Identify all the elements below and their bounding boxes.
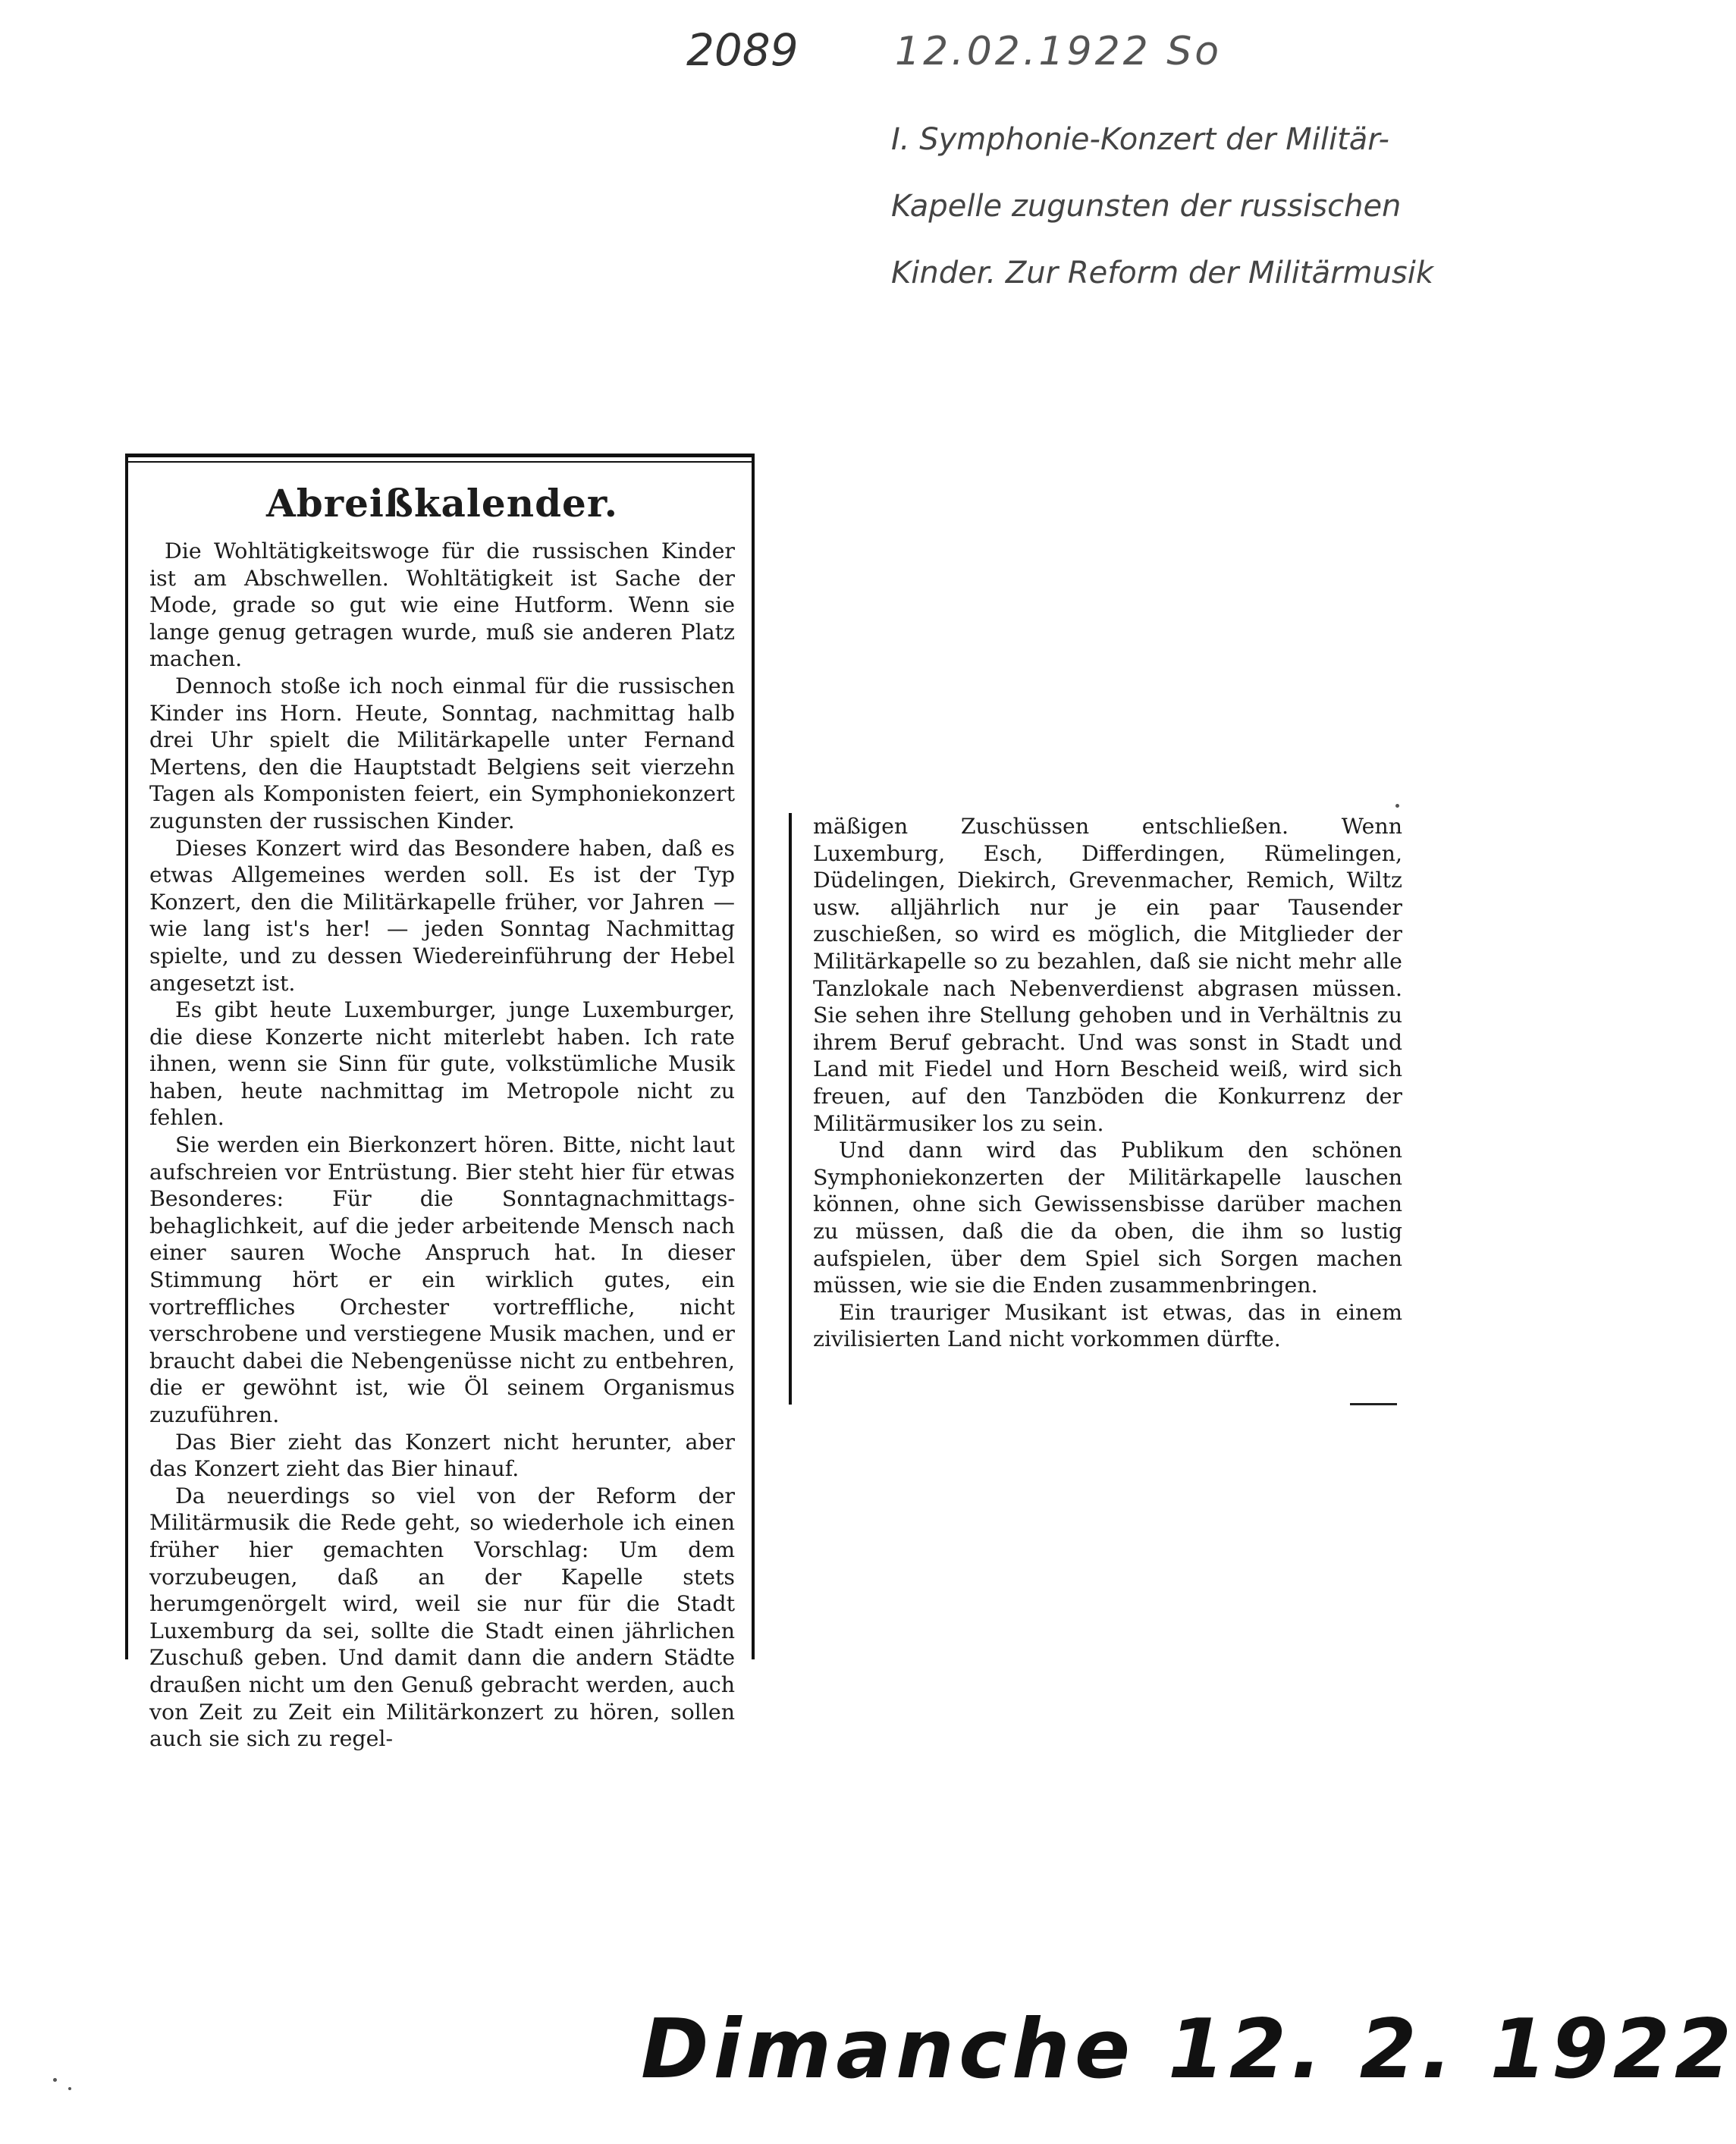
article-paragraph: Sie werden ein Bierkonzert hören. Bitte, nicht laut aufschreien vor Entrüstung. Bier steht hier für etwas Besonderes: Für die Sonntagnachmittags-behaglichkeit, auf die jeder arbeitende Mensch nach einer sauren Woche Anspruch hat. In dieser Stimmung hört er ein wirklich gutes, ein vortreffliches Orchester vortreffliche, nicht verschrobene und verstiegene Musik machen, und er braucht dabei die Nebengenüsse nicht zu entbehren, die er gewöhnt ist, wie Öl seinem Organismus zuzuführen. [149,1132,735,1427]
archive-number-handwritten: 2089 [686,24,799,76]
article-paragraph: Es gibt heute Luxemburger, junge Luxemburger, die diese Konzerte nicht miterlebt haben. Ich rate ihnen, wenn sie Sinn für gute, volkstümliche Musik haben, heute nachmittag im Metropole nicht zu fehlen. [149,997,735,1131]
column-top-rule-thin [125,461,755,463]
article-end-rule [1350,1403,1397,1405]
bottom-date-handwritten: Dimanche 12. 2. 1922 [641,2002,1736,2097]
article-paragraph: Die Wohltätigkeitswoge für die russischen Kinder ist am Abschwellen. Wohltätigkeit ist Sache der Mode, grade so gut wie eine Hutform. Wenn sie lange genug getragen wurde, muß sie anderen Platz machen. [149,538,735,672]
column-top-rule [125,454,755,457]
scan-speck [1395,804,1399,808]
article-paragraph: Ein trauriger Musikant ist etwas, das in einem zivilisierten Land nicht vorkommen dürfte. [813,1299,1402,1352]
article-paragraph: mäßigen Zuschüssen entschließen. Wenn Luxemburg, Esch, Differdingen, Rümelingen, Düdelingen, Diekirch, Grevenmacher, Remich, Wiltz usw. alljährlich nur je ein paar Tausender zuschießen, so wird es möglich, die Mitglieder der Militärkapelle so zu bezahlen, daß sie nicht mehr alle Tanzlokale nach Nebenverdienst abgrasen müssen. Sie sehen ihre Stellung gehoben und in Verhältnis zu ihrem Beruf gebracht. Und was sonst in Stadt und Land mit Fiedel und Horn Bescheid weiß, wird sich freuen, auf den Tanzböden die Konkurrenz der Militärmusiker los zu sein. [813,814,1402,1136]
subject-note-handwritten: I. Symphonie-Konzert der Militär-Kapelle zugunsten der russischen Kinder. Zur Reform der Militärmusik [891,122,1433,290]
article-paragraph: Und dann wird das Publikum den schönen Symphoniekonzerten der Militärkapelle lauschen können, ohne sich Gewissensbisse darüber machen zu müssen, daß die da oben, die ihm so lustig aufspielen, über dem Spiel sich Sorgen machen müssen, wie sie die Enden zusammenbringen. [813,1138,1402,1298]
article-paragraph: Da neuerdings so viel von der Reform der Militärmusik die Rede geht, so wiederhole ich einen früher hier gemachten Vorschlag: Um dem vorzubeugen, daß an der Kapelle stets herumgenörgelt wird, weil sie nur für die Stadt Luxemburg da sei, sollte die Stadt einen jährlichen Zuschuß geben. Und damit dann die andern Städte draußen nicht um den Genuß gebracht werden, auch von Zeit zu Zeit ein Militärkonzert zu hören, sollen auch sie sich zu regel- [149,1483,735,1752]
article-paragraph: Dieses Konzert wird das Besondere haben, daß es etwas Allgemeines werden soll. Es ist der Typ Konzert, den die Militärkapelle früher, vor Jahren — wie lang ist's her! — jeden Sonntag Nachmittag spielte, und zu dessen Wiedereinführung der Hebel angesetzt ist. [149,835,735,996]
article-paragraph: Das Bier zieht das Konzert nicht herunter, aber das Konzert zieht das Bier hinauf. [149,1429,735,1482]
article-paragraph: Dennoch stoße ich noch einmal für die russischen Kinder ins Horn. Heute, Sonntag, nachmittag halb drei Uhr spielt die Militärkapelle unter Fernand Mertens, den die Hauptstadt Belgiens seit vierzehn Tagen als Komponisten feiert, ein Symphoniekonzert zugunsten der russischen Kinder. [149,673,735,833]
article-title: Abreißkalender. [265,481,619,526]
article-column-left [125,454,755,1752]
article-column-right [789,813,1407,1405]
scan-speck [53,2078,57,2082]
date-note-handwritten: 12.02.1922 So [895,29,1223,74]
scan-speck [68,2087,71,2090]
